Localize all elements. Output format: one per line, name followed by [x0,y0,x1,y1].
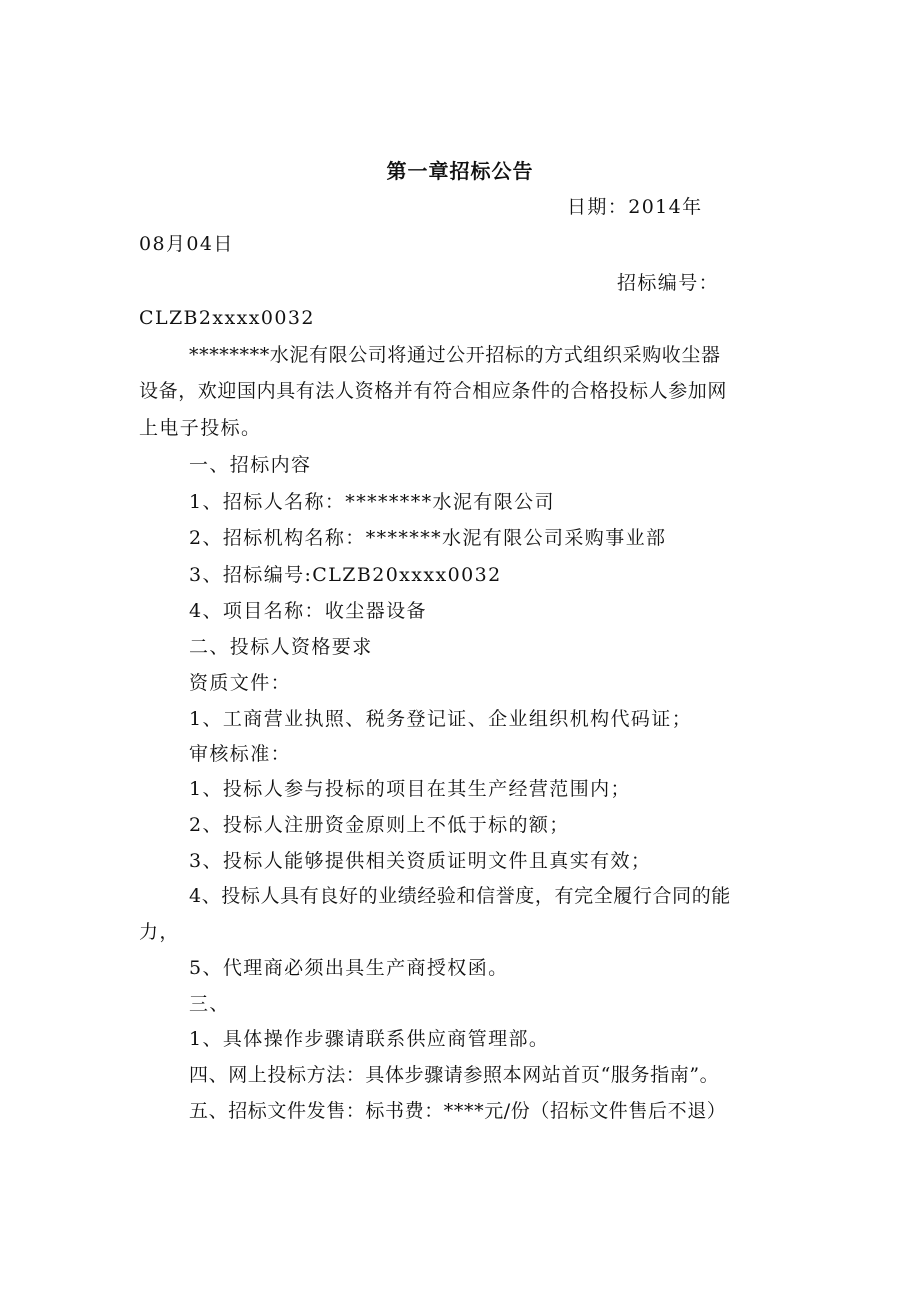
date-continuation: 08月04日 [139,233,234,255]
review-item: 5、代理商必须出具生产商授权函。 [189,957,509,979]
review-item: 3、投标人能够提供相关资质证明文件且真实有效； [189,850,652,872]
document-title: 第一章招标公告 [386,159,534,183]
section-4-text: 四、网上投标方法：具体步骤请参照本网站首页“服务指南”。 [189,1064,720,1086]
intro-line-2: 设备，欢迎国内具有法人资格并有符合相应条件的合格投标人参加网 [139,380,728,402]
qualification-label: 资质文件： [189,672,292,694]
review-label: 审核标准： [189,743,292,765]
intro-line-1: ********水泥有限公司将通过公开招标的方式组织采购收尘器 [189,344,721,366]
section-5-text: 五、招标文件发售：标书费：****元/份（招标文件售后不退） [189,1100,727,1122]
review-item: 4、投标人具有良好的业绩经验和信誉度，有完全履行合同的能 [189,885,731,907]
section-1-item: 4、项目名称：收尘器设备 [189,600,427,622]
date-label: 日期：2014年 [567,196,703,218]
section-3-item: 1、具体操作步骤请联系供应商管理部。 [189,1028,550,1050]
section-1-item: 3、招标编号:CLZB20xxxx0032 [189,564,502,586]
section-1-item: 1、招标人名称：********水泥有限公司 [189,491,555,513]
review-item-continuation: 力， [139,921,180,943]
section-1-heading: 一、招标内容 [189,454,312,476]
section-3-heading: 三、 [189,993,230,1015]
review-item: 1、投标人参与投标的项目在其生产经营范围内； [189,778,631,800]
qualification-item: 1、工商营业执照、税务登记证、企业组织机构代码证； [189,708,693,730]
intro-line-3: 上电子投标。 [139,417,262,439]
section-2-heading: 二、投标人资格要求 [189,636,373,658]
code-value: CLZB2xxxx0032 [139,307,315,329]
review-item: 2、投标人注册资金原则上不低于标的额； [189,814,570,836]
section-1-item: 2、招标机构名称：*******水泥有限公司采购事业部 [189,527,667,549]
code-label: 招标编号： [617,272,720,294]
